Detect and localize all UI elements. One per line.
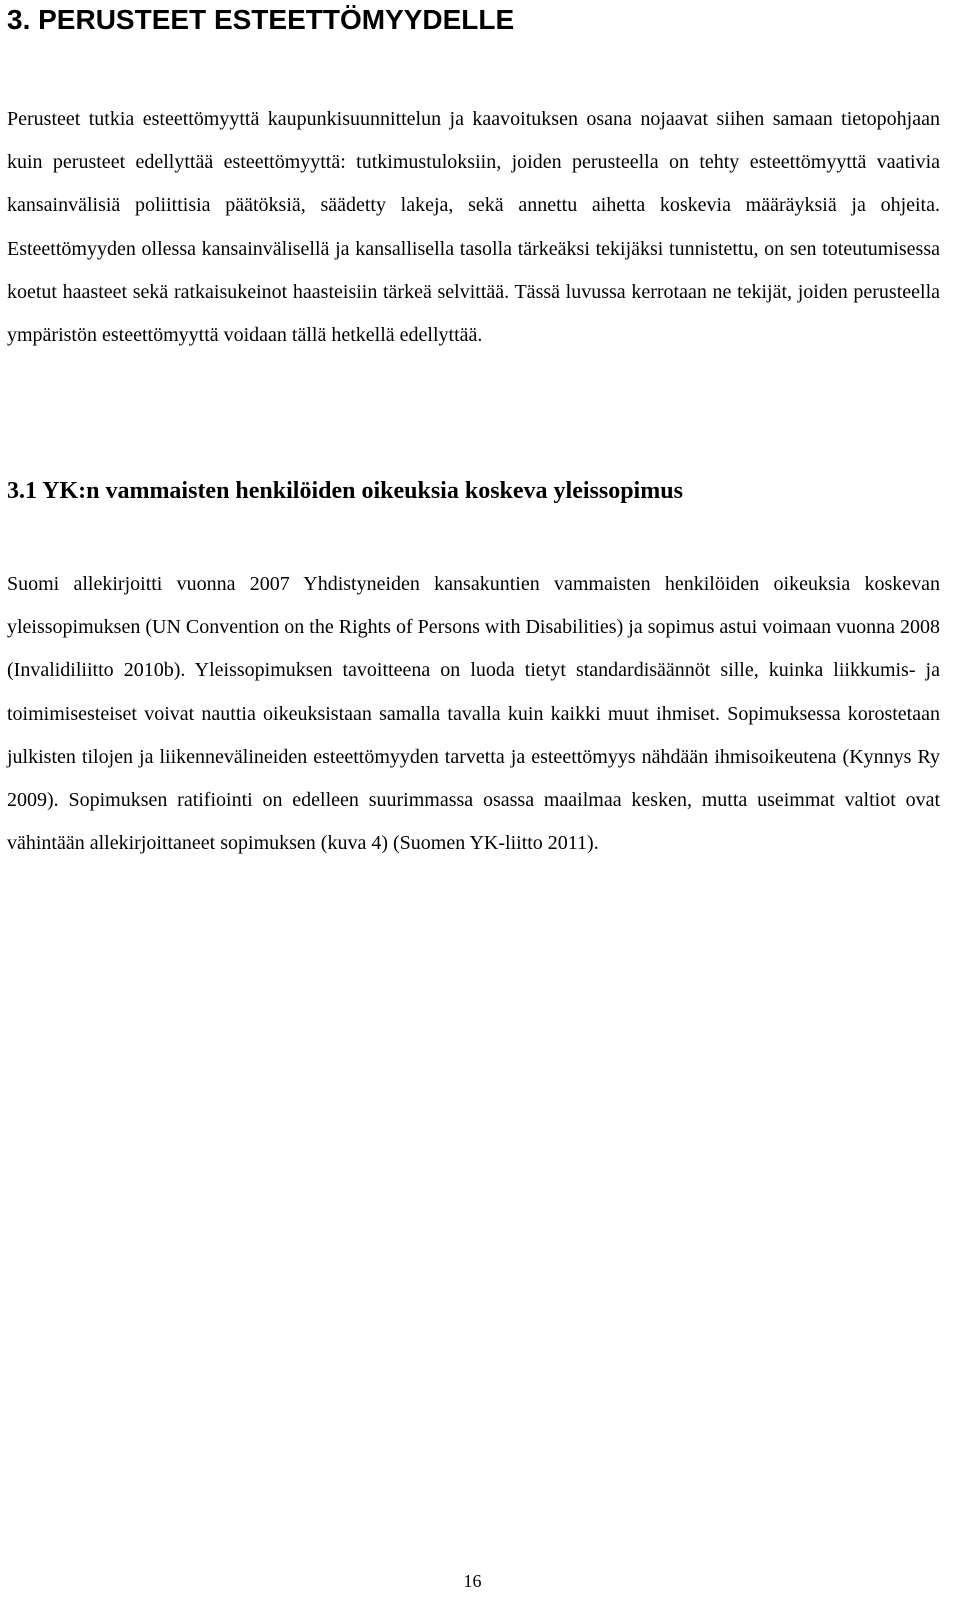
intro-paragraph: Perusteet tutkia esteettömyyttä kaupunkisuunnittelun ja kaavoituksen osana nojaavat siihen samaan tietopohjaan kuin perusteet edellyttää esteettömyyttä: tutkimustuloksiin, joiden perusteella on tehty esteettömyyttä vaativia kansainvälisiä poliittisia päätöksiä, säädetty lakeja, sekä annettu aihetta koskevia määräyksiä ja ohjeita. Esteettömyyden ollessa kansainvälisellä ja kansallisella tasolla tärkeäksi tekijäksi tunnistettu, on sen toteutumisessa koetut haasteet sekä ratkaisukeinot haasteisiin tärkeä selvittää. Tässä luvussa kerrotaan ne tekijät, joiden perusteella ympäristön esteettömyyttä voidaan tällä hetkellä edellyttää. — [7, 108, 940, 347]
section-title: 3.1 YK:n vammaisten henkilöiden oikeuksia koskeva yleissopimus — [7, 478, 683, 504]
chapter-title: 3. PERUSTEET ESTEETTÖMYYDELLE — [7, 4, 515, 35]
section-paragraph: Suomi allekirjoitti vuonna 2007 Yhdistyneiden kansakuntien vammaisten henkilöiden oikeuksia koskevan yleissopimuksen (UN Convention on the Rights of Persons with Disabilities) ja sopimus astui voimaan vuonna 2008 (Invalidiliitto 2010b). Yleissopimuksen tavoitteena on luoda tietyt standardisäännöt sille, kuinka liikkumis- ja toimimisesteiset voivat nauttia oikeuksistaan samalla tavalla kuin kaikki muut ihmiset. Sopimuksessa korostetaan julkisten tilojen ja liikennevälineiden esteettömyyden tarvetta ja esteettömyys nähdään ihmisoikeutena (Kynnys Ry 2009). Sopimuksen ratifiointi on edelleen suurimmassa osassa maailmaa kesken, mutta useimmat valtiot ovat vähintään allekirjoittaneet sopimuksen (kuva 4) (Suomen YK-liitto 2011). — [7, 573, 940, 855]
page-number: 16 — [463, 1571, 482, 1591]
